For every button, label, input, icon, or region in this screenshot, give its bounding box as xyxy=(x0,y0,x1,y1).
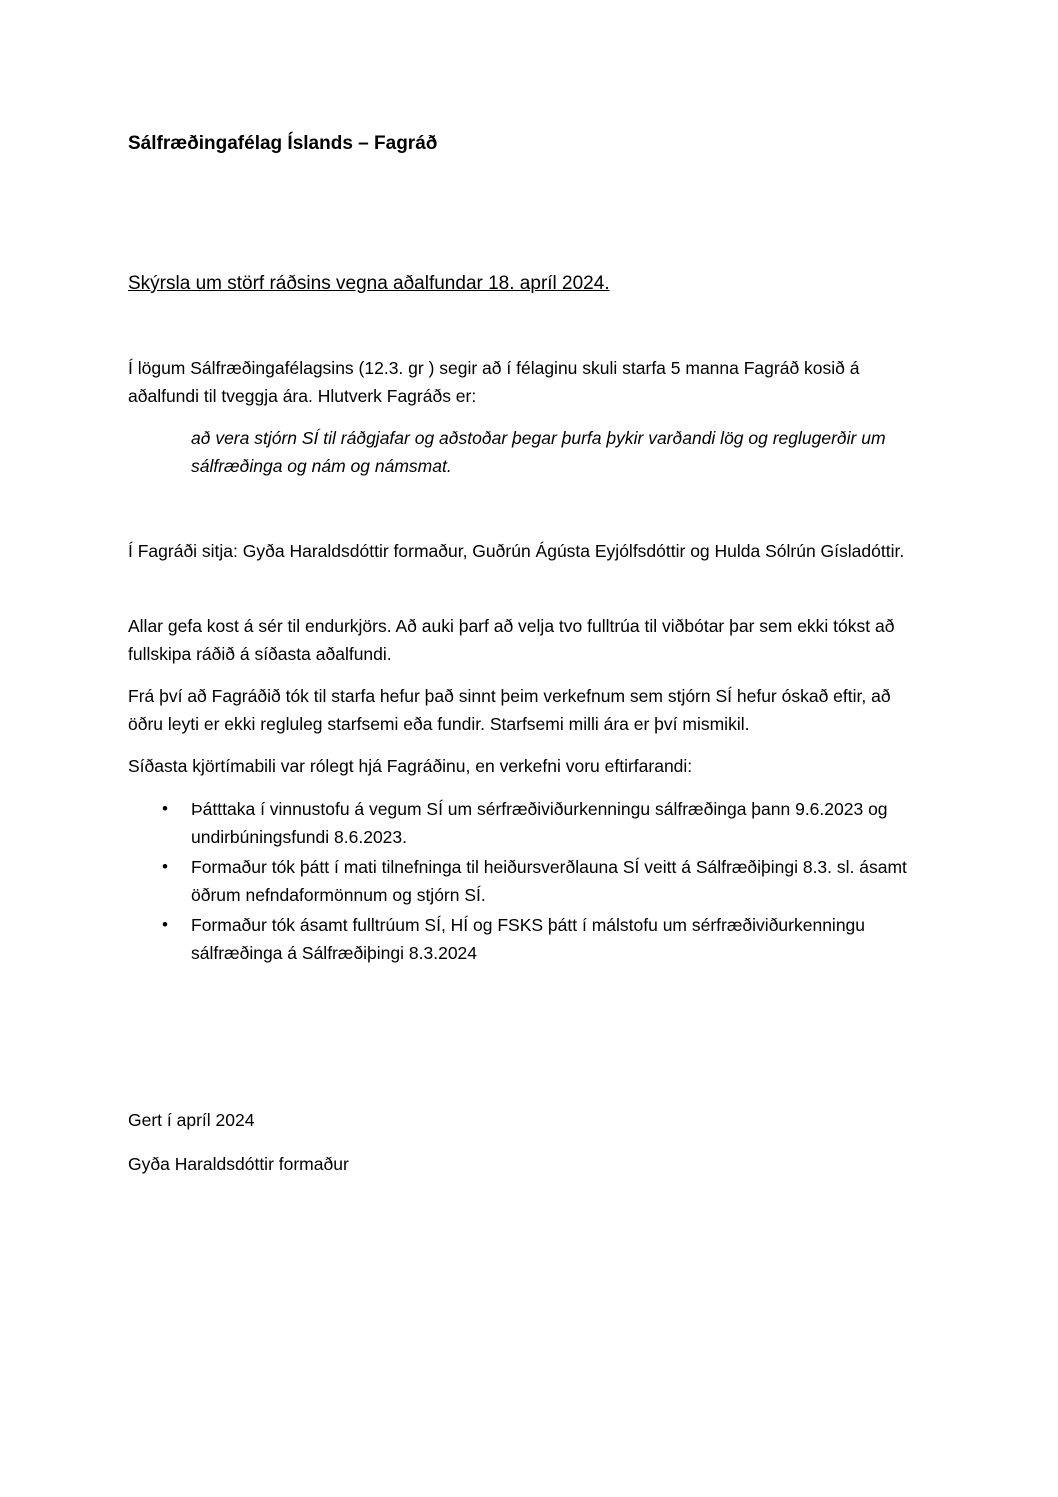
bullet-icon: • xyxy=(162,857,168,876)
paragraph-reelection: Allar gefa kost á sér til endurkjörs. Að auki þarf að velja tvo fulltrúa til viðbótar þar sem ekki tókst að fullskipa ráðið á síðasta aðalfundi. xyxy=(128,616,895,664)
list-item xyxy=(128,795,928,851)
paragraph-term-summary: Síðasta kjörtímabili var rólegt hjá Fagráðinu, en verkefni voru eftirfarandi: xyxy=(128,756,693,776)
signature: Gyða Haraldsdóttir formaður xyxy=(128,1154,349,1174)
report-subtitle: Skýrsla um störf ráðsins vegna aðalfundar 18. apríl 2024. xyxy=(128,273,610,294)
paragraph-activities: Frá því að Fagráðið tók til starfa hefur það sinnt þeim verkefnum sem stjórn SÍ hefur óskað eftir, að öðru leyti er ekki regluleg starfsemi eða fundir. Starfsemi milli ára er því mismikil. xyxy=(128,686,891,734)
bullet-icon: • xyxy=(162,799,168,818)
paragraph-bylaws: Í lögum Sálfræðingafélagsins (12.3. gr ) segir að í félaginu skuli starfa 5 manna Fagráð kosið á aðalfundi til tveggja ára. Hlutverk Fagráðs er: xyxy=(128,358,860,406)
document-title: Sálfræðingafélag Íslands – Fagráð xyxy=(128,133,438,154)
list-item xyxy=(128,911,928,967)
list-item-text: Formaður tók þátt í mati tilnefninga til heiðursverðlauna SÍ veitt á Sálfræðiþingi 8.3. sl. ásamt öðrum nefndaformönnum og stjórn SÍ. xyxy=(191,857,907,905)
list-item-text: Formaður tók ásamt fulltrúum SÍ, HÍ og FSKS þátt í málstofu um sérfræðiviðurkenningu sálfræðinga á Sálfræðiþingi 8.3.2024 xyxy=(191,915,866,963)
list-item-text: Þátttaka í vinnustofu á vegum SÍ um sérfræðiviðurkenningu sálfræðinga þann 9.6.2023 og undirbúningsfundi 8.6.2023. xyxy=(191,799,888,847)
quote-role: að vera stjórn SÍ til ráðgjafar og aðstoðar þegar þurfa þykir varðandi lög og reglugerðir um sálfræðinga og nám og námsmat. xyxy=(191,428,886,476)
task-list xyxy=(128,795,928,969)
paragraph-members: Í Fagráði sitja: Gyða Haraldsdóttir formaður, Guðrún Ágústa Eyjólfsdóttir og Hulda Sólrún Gísladóttir. xyxy=(128,541,905,561)
bullet-icon: • xyxy=(162,915,168,934)
date-line: Gert í apríl 2024 xyxy=(128,1110,255,1130)
list-item xyxy=(128,853,928,909)
